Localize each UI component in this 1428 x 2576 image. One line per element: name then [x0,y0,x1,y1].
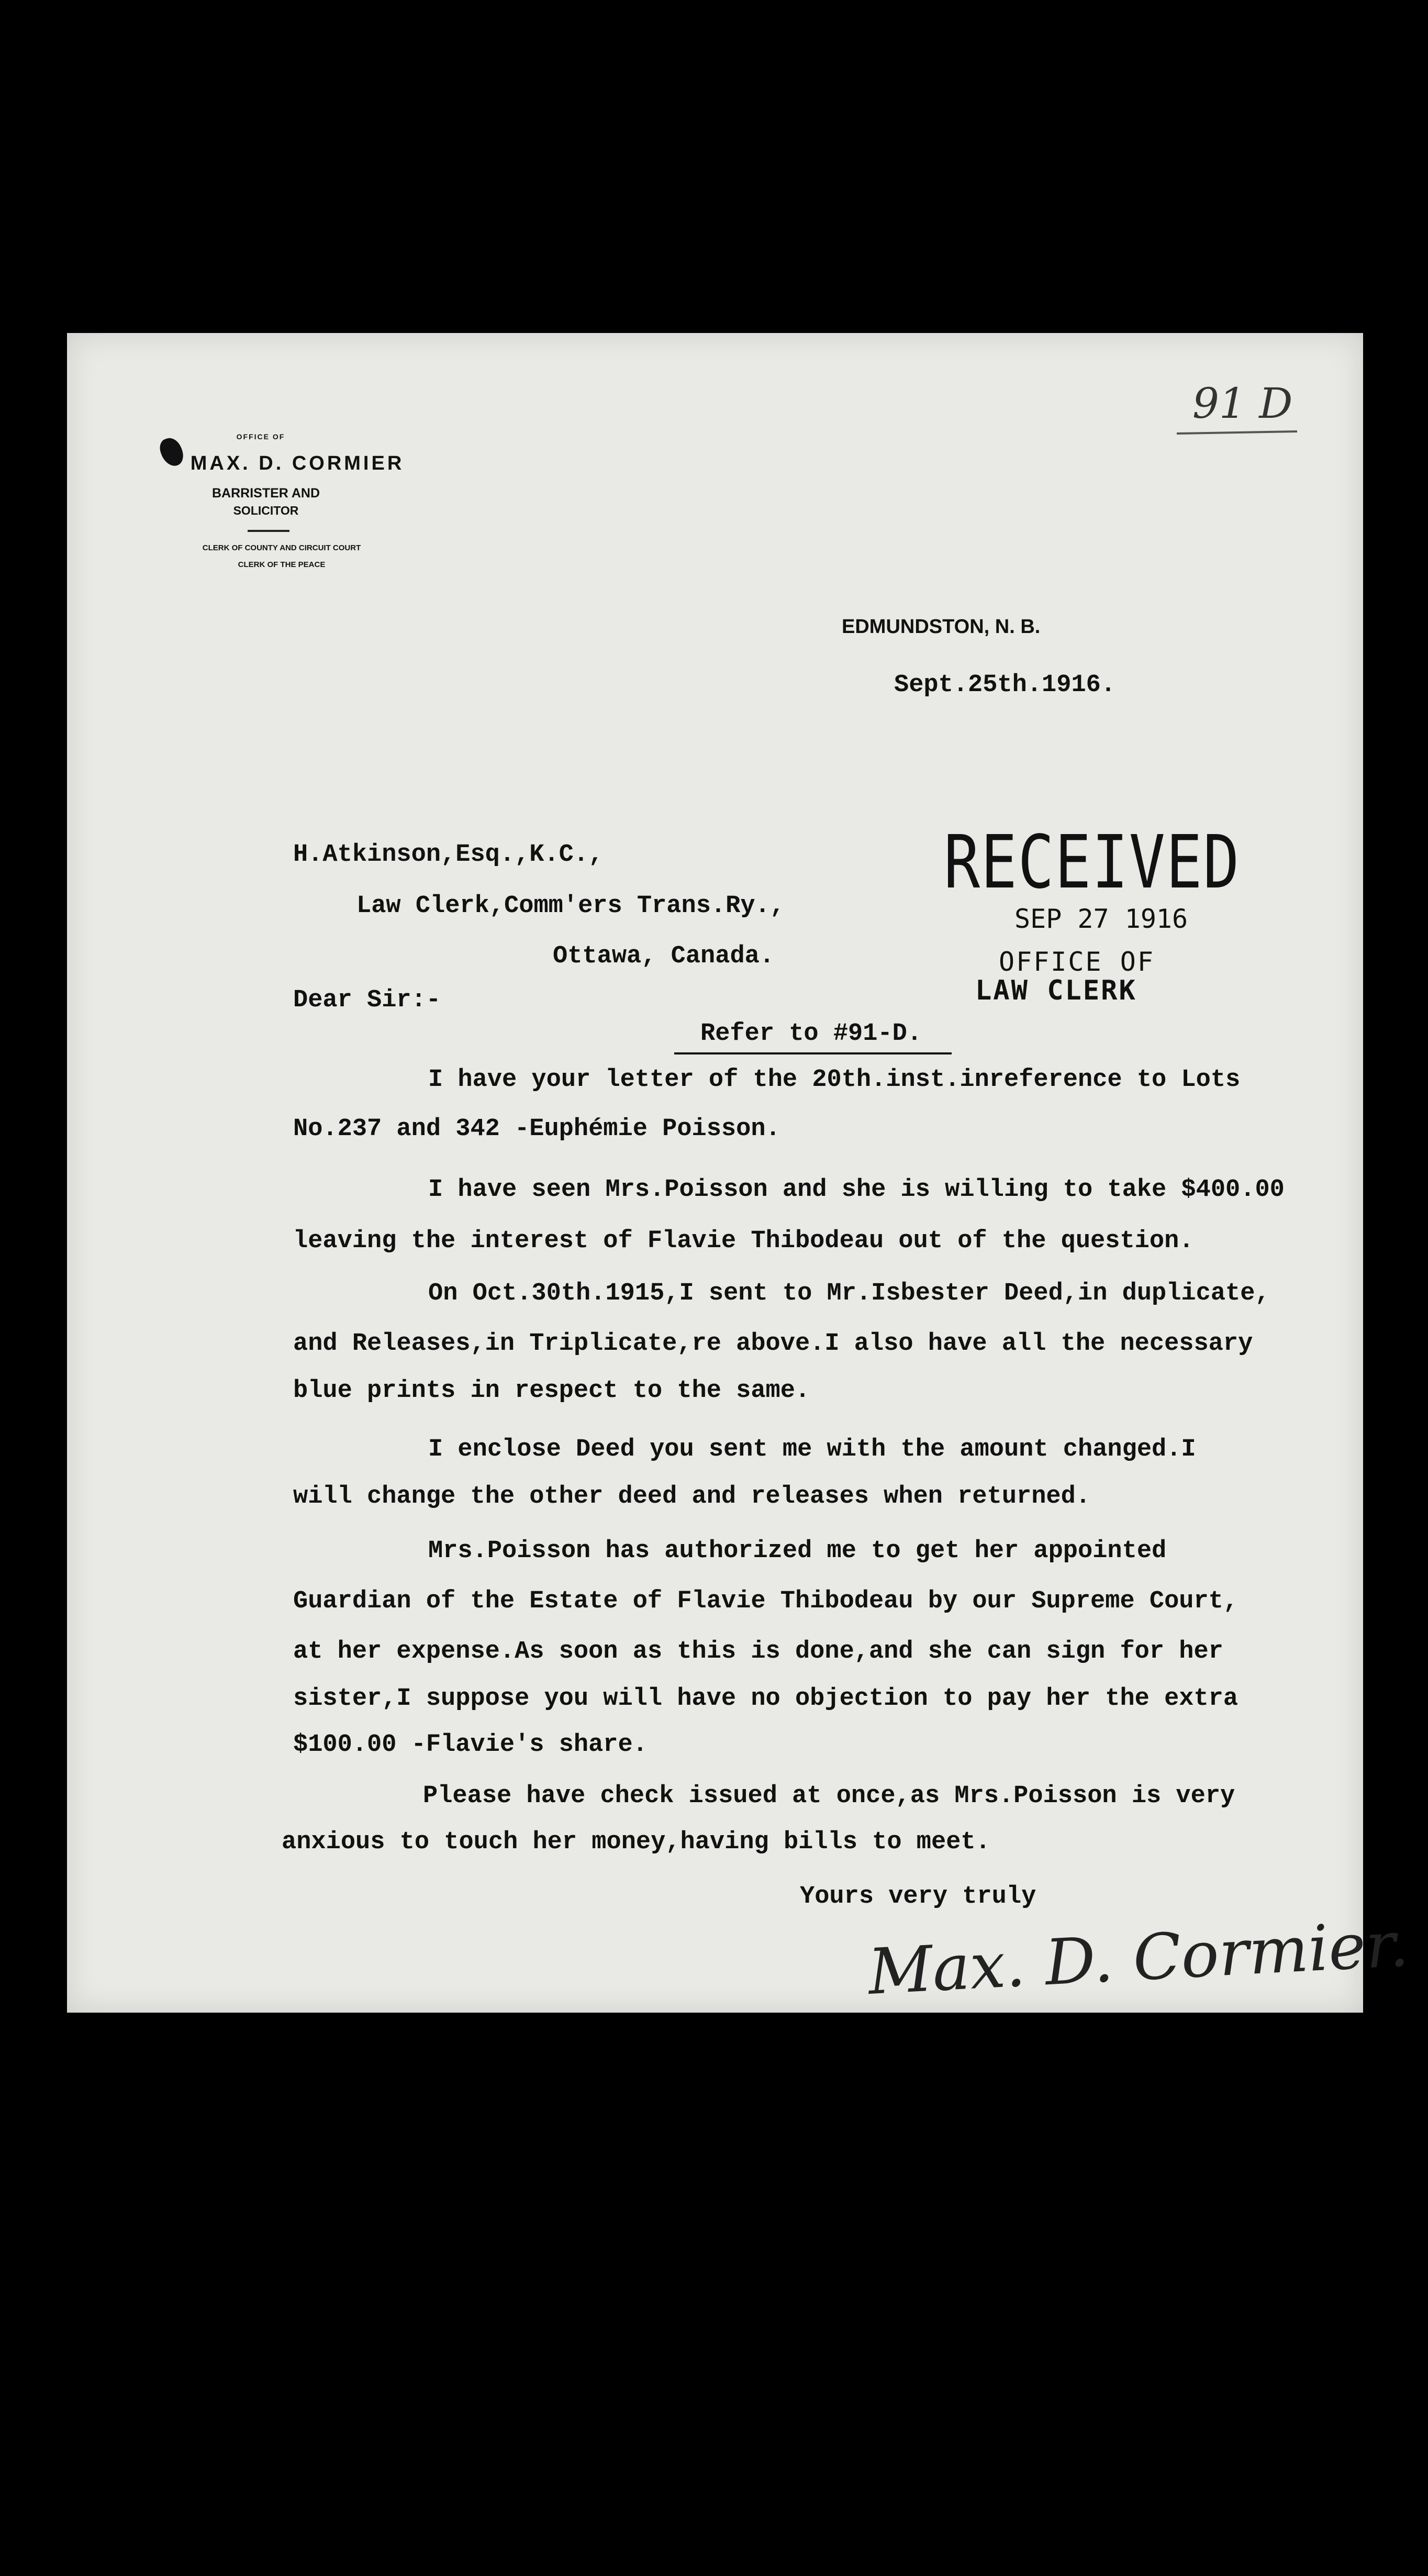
letterhead-clerk-line1: CLERK OF COUNTY AND CIRCUIT COURT [202,543,361,552]
letterhead-office-of: OFFICE OF [236,432,285,441]
letterhead-title-line1: BARRISTER AND [211,486,320,501]
letterhead-divider [248,530,289,532]
letterhead-title-line2: SOLICITOR [233,504,299,517]
received-stamp: RECEIVED [944,820,1241,905]
annotation-underline [1177,430,1297,435]
body-line-8: I enclose Deed you sent me with the amount changed.I [428,1436,1196,1463]
body-line-5: On Oct.30th.1915,I sent to Mr.Isbester Deed,in duplicate, [428,1280,1270,1307]
recipient-line1: H.Atkinson,Esq.,K.C., [293,841,604,869]
signature: Max. D. Cormier. [866,1908,1411,2009]
letter-page [67,333,1411,2013]
closing: Yours very truly [800,1883,1036,1911]
file-annotation: 91 D [1192,379,1293,428]
body-line-3: I have seen Mrs.Poisson and she is willing to take $400.00 [428,1176,1285,1204]
body-line-9: will change the other deed and releases when returned. [293,1483,1091,1511]
body-line-11: Guardian of the Estate of Flavie Thibodeau by our Supreme Court, [293,1587,1239,1615]
place-line: EDMUNDSTON, N. B. [842,616,1041,638]
salutation: Dear Sir:- [293,986,441,1014]
body-line-10: Mrs.Poisson has authorized me to get her appointed [428,1537,1167,1565]
recipient-line2: Law Clerk,Comm'ers Trans.Ry., [356,892,785,920]
body-line-7: blue prints in respect to the same. [293,1377,810,1405]
reference-line: Refer to #91-D. [700,1020,922,1048]
body-line-6: and Releases,in Triplicate,re above.I also have all the necessary [293,1330,1253,1358]
letterhead-name: MAX. D. CORMIER [190,452,405,474]
letterhead-clerk-line2: CLERK OF THE PEACE [238,560,326,569]
body-line-4: leaving the interest of Flavie Thibodeau out of the question. [293,1227,1194,1255]
stamp-office-line1: OFFICE OF [999,947,1155,977]
body-line-14: $100.00 -Flavie's share. [293,1731,648,1759]
body-line-16: anxious to touch her money,having bills to meet. [282,1828,990,1856]
recipient-line3: Ottawa, Canada. [553,942,775,970]
reference-underline [674,1052,952,1054]
body-line-2: No.237 and 342 -Euphémie Poisson. [293,1115,780,1143]
body-line-12: at her expense.As soon as this is done,and she can sign for her [293,1638,1223,1665]
letter-date: Sept.25th.1916. [894,671,1116,699]
body-line-13: sister,I suppose you will have no objection to pay her the extra [293,1685,1239,1713]
body-line-1: I have your letter of the 20th.inst.inreference to Lots [428,1066,1241,1094]
body-line-15: Please have check issued at once,as Mrs.Poisson is very [423,1782,1235,1810]
stamp-date: SEP 27 1916 [1014,904,1188,934]
stamp-office-line2: LAW CLERK [975,975,1137,1006]
